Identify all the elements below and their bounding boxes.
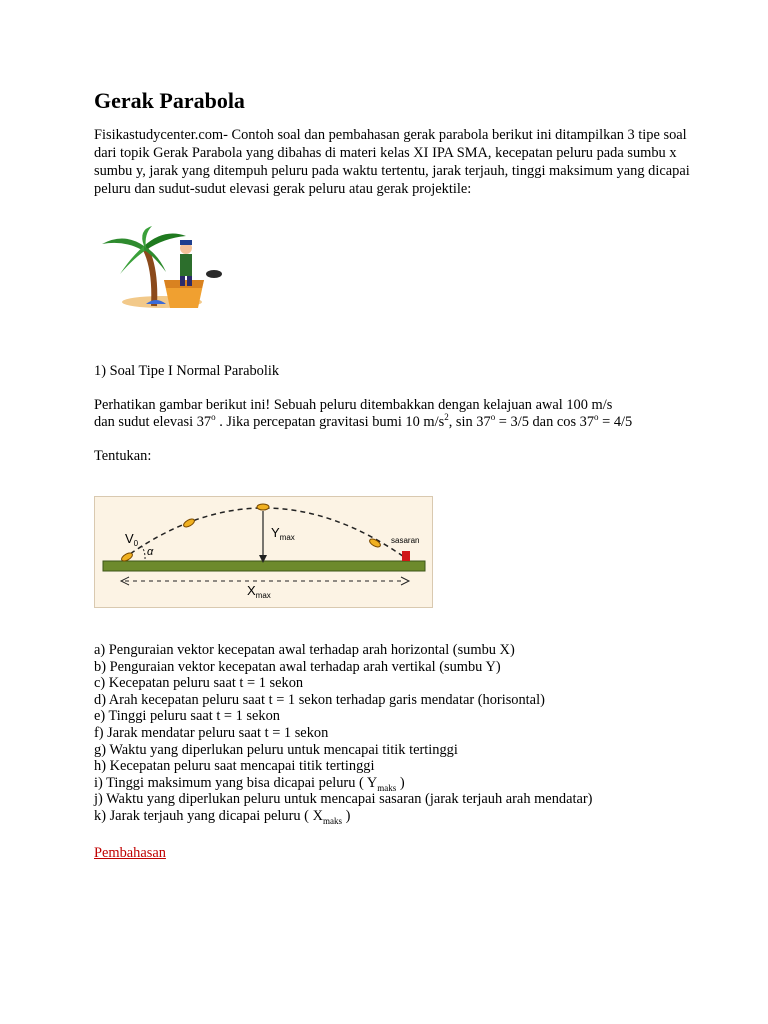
list-item: d) Arah kecepatan peluru saat t = 1 sekon terhadap garis mendatar (horisontal) [94, 691, 545, 708]
list-item: a) Penguraian vektor kecepatan awal terhadap arah horizontal (sumbu X) [94, 642, 515, 658]
projectile-diagram [94, 496, 433, 608]
problem-line-2: dan sudut elevasi 37$^o$ . Jika percepatan gravitasi bumi 10 $m/s^2$, $\sin 37^o = 3/5$ dan $\cos 37^o = 4/5$ [94, 412, 633, 430]
list-item: g) Waktu yang diperlukan peluru untuk mencapai titik tertinggi [94, 741, 458, 758]
ymax-label: $Y_{max}$ [271, 525, 295, 542]
target-label: sasaran [391, 536, 420, 545]
tentukan-label: Tentukan: [94, 448, 152, 464]
v0-label: $V_0$ [125, 531, 139, 548]
list-item: j) Waktu yang diperlukan peluru untuk mencapai sasaran (jarak terjauh arah mendatar) [94, 791, 593, 808]
list-item: c) Kecepatan peluru saat t = 1 sekon [94, 675, 304, 692]
list-item: b) Penguraian vektor kecepatan awal terhadap arah vertikal (sumbu Y) [94, 658, 501, 675]
problem-line-1: Perhatikan gambar berikut ini! Sebuah peluru ditembakkan dengan kelajuan awal 100 m/s [94, 397, 613, 413]
list-item: h) Kecepatan peluru saat mencapai titik tertinggi [94, 758, 375, 775]
list-item: k) Jarak terjauh yang dicapai peluru ( $X_{maks}$ ) [94, 807, 351, 826]
xmax-label: $X_{max}$ [247, 583, 271, 600]
section-heading: 1) Soal Tipe I Normal Parabolik [94, 363, 280, 379]
trajectory-path [123, 508, 407, 559]
question-list [94, 642, 592, 825]
target-marker [402, 551, 410, 561]
list-item: f) Jarak mendatar peluru saat t = 1 sekon [94, 724, 329, 741]
page-title: Gerak Parabola [94, 88, 245, 113]
alpha-label: α [147, 546, 154, 558]
pembahasan-link[interactable]: Pembahasan [94, 845, 166, 861]
ground-strip [103, 561, 425, 571]
list-item: e) Tinggi peluru saat t = 1 sekon [94, 708, 280, 725]
list-item: i) Tinggi maksimum yang bisa dicapai peluru ( $Y_{maks}$ ) [94, 774, 405, 793]
palm-tree-illustration [94, 226, 228, 318]
projectile-icon [120, 504, 381, 563]
intro-paragraph: Fisikastudycenter.com- Contoh soal dan pembahasan gerak parabola berikut ini ditampilkan 3 tipe soal dari topik Gerak Parabola yang dibahas di materi kelas XI IPA SMA, kecepatan peluru pada sumbu x sumbu y, jarak yang ditempuh peluru pada waktu tertentu, jarak terjauh, tinggi maksimum yang dicapai peluru dan sudut-sudut elevasi gerak peluru atau gerak projektile: [94, 127, 690, 197]
